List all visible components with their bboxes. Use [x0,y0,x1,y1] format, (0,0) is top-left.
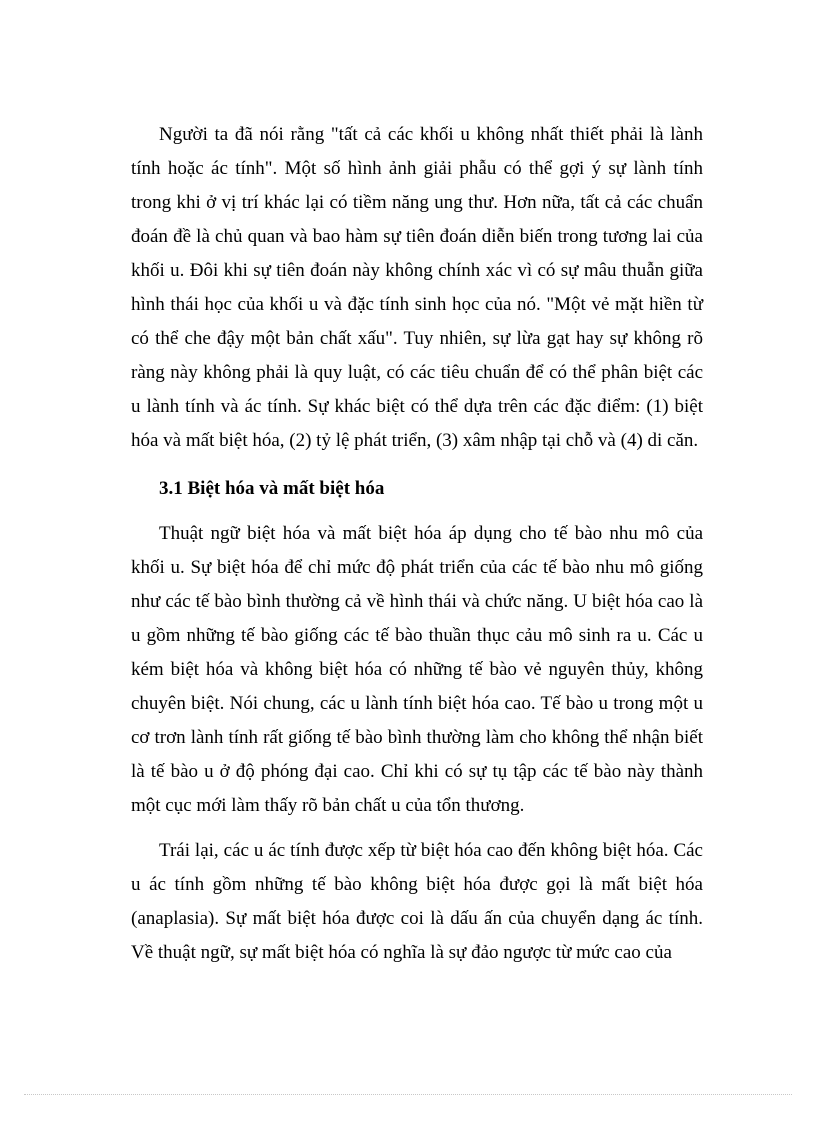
document-body [131,118,703,970]
section-heading: 3.1 Biệt hóa và mất biệt hóa [159,478,385,499]
paragraph-anaplasia: Trái lại, các u ác tính được xếp từ biệt hóa cao đến không biệt hóa. Các u ác tính gồm những tế bào không biệt hóa được gọi là mất biệt hóa (anaplasia). Sự mất biệt hóa được coi là dấu ấn của chuyển dạng ác tính. Về thuật ngữ, sự mất biệt hóa có nghĩa là sự đảo ngược từ mức cao của [131,840,703,963]
paragraph-intro: Người ta đã nói rằng "tất cả các khối u không nhất thiết phải là lành tính hoặc ác tính". Một số hình ảnh giải phẫu có thể gợi ý sự lành tính trong khi ở vị trí khác lại có tiềm năng ung thư. Hơn nữa, tất cả các chuẩn đoán đề là chủ quan và bao hàm sự tiên đoán diễn biến trong tương lai của khối u. Đôi khi sự tiên đoán này không chính xác vì có sự mâu thuẫn giữa hình thái học của khối u và đặc tính sinh học của nó. "Một vẻ mặt hiền từ có thể che đậy một bản chất xấu". Tuy nhiên, sự lừa gạt hay sự không rõ ràng này không phải là quy luật, có các tiêu chuẩn để có thể phân biệt các u lành tính và ác tính. Sự khác biệt có thể dựa trên các đặc điểm: (1) biệt hóa và mất biệt hóa, (2) tỷ lệ phát triển, (3) xâm nhập tại chỗ và (4) di căn. [131,124,703,451]
page-bottom-divider [24,1094,792,1095]
paragraph-differentiation: Thuật ngữ biệt hóa và mất biệt hóa áp dụng cho tế bào nhu mô của khối u. Sự biệt hóa để chỉ mức độ phát triển của các tế bào nhu mô giống như các tế bào bình thường cả về hình thái và chức năng. U biệt hóa cao là u gồm những tế bào giống các tế bào thuần thục cảu mô sinh ra u. Các u kém biệt hóa và không biệt hóa có những tế bào vẻ nguyên thủy, không chuyên biệt. Nói chung, các u lành tính biệt hóa cao. Tế bào u trong một u cơ trơn lành tính rất giống tế bào bình thường làm cho không thể nhận biết là tế bào u ở độ phóng đại cao. Chỉ khi có sự tụ tập các tế bào này thành một cục mới làm thấy rõ bản chất u của tổn thương. [131,523,703,816]
